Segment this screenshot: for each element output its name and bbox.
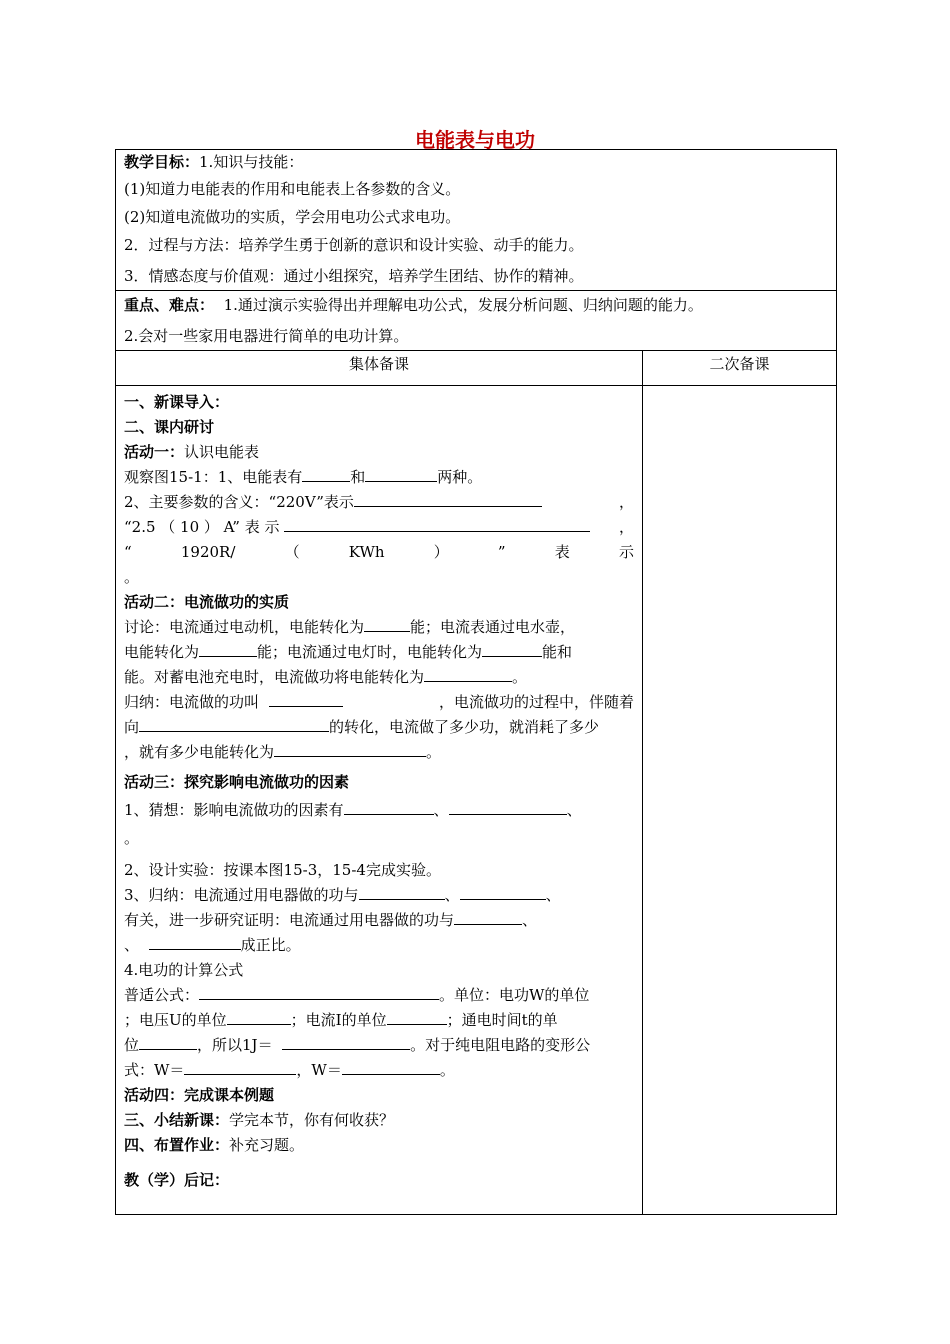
activity-3-line-3: 2、设计实验：按课本图15-3，15-4完成实验。 xyxy=(124,861,441,879)
fill-blank[interactable] xyxy=(274,741,426,757)
section-study: 二、课内研讨 xyxy=(124,418,215,436)
activity-3-line-6: 、 成正比。 xyxy=(124,936,301,954)
collective-content xyxy=(116,386,643,1215)
fill-blank[interactable] xyxy=(149,934,241,950)
fill-blank[interactable] xyxy=(302,466,350,482)
objectives-line-4: 2．过程与方法：培养学生勇于创新的意识和设计实验、动手的能力。 xyxy=(124,236,584,254)
fill-blank[interactable] xyxy=(199,984,439,1000)
fill-blank[interactable] xyxy=(460,884,546,900)
keypoints-row xyxy=(116,291,837,351)
fill-blank[interactable] xyxy=(359,884,445,900)
activity-2-line-6: ，就有多少电能转化为 。 xyxy=(124,743,442,761)
secondary-content[interactable] xyxy=(643,386,837,1215)
activity-3-heading: 活动三：探究影响电流做功的因素 xyxy=(124,773,350,791)
activity-2-line-3: 能。对蓄电池充电时，电流做功将电能转化为 。 xyxy=(124,668,528,686)
objectives-label: 教学目标： xyxy=(124,153,200,171)
fill-blank[interactable] xyxy=(482,641,542,657)
column-header-row xyxy=(116,351,837,386)
fill-blank[interactable] xyxy=(387,1009,447,1025)
activity-3-line-5: 有关，进一步研究证明：电流通过用电器做的功与 、 xyxy=(124,911,538,929)
keypoints-label: 重点、难点： xyxy=(124,296,215,314)
objectives-line-2: (1)知道力电能表的作用和电能表上各参数的含义。 xyxy=(124,180,461,198)
activity-2-line-1: 讨论：电流通过电动机，电能转化为 能；电流表通过电水壶， xyxy=(124,618,576,636)
activity-4-heading: 活动四：完成课本例题 xyxy=(124,1086,275,1104)
objectives-line-3: (2)知道电流做功的实质，学会用电功公式求电功。 xyxy=(124,208,461,226)
keypoints-line-1: 重点、难点： 1.通过演示实验得出并理解电功公式，发展分析问题、归纳问题的能力。 xyxy=(124,296,703,314)
formula-line-4: 式：W＝ ，W＝ 。 xyxy=(124,1061,455,1079)
activity-3-line-2: 。 xyxy=(124,829,140,847)
activity-1-q4: “ 1920R/ （ KWh ） ” 表 示 xyxy=(124,543,634,561)
activity-2-line-4: 归纳：电流做的功叫 ，电流做功的过程中，伴随着 xyxy=(124,693,634,711)
section-homework: 四、布置作业：补充习题。 xyxy=(124,1136,305,1154)
fill-blank[interactable] xyxy=(449,799,567,815)
page-title: 电能表与电功 xyxy=(415,128,535,152)
fill-blank[interactable] xyxy=(354,491,542,507)
activity-2-line-2: 电能转化为 能；电流通过电灯时，电能转化为 能和 xyxy=(124,643,573,661)
fill-blank[interactable] xyxy=(227,1009,291,1025)
activity-1-q2: 2、主要参数的含义：“220V”表示 ， xyxy=(124,493,634,511)
fill-blank[interactable] xyxy=(184,1059,296,1075)
keypoints-line-2: 2.会对一些家用电器进行简单的电功计算。 xyxy=(124,327,409,345)
activity-1-q1: 观察图15-1：1、电能表有 和 两种。 xyxy=(124,468,483,486)
formula-title: 4.电功的计算公式 xyxy=(124,961,244,979)
activity-1-q3: “2.5 （ 10 ） A” 表 示 ， xyxy=(124,518,634,536)
formula-line-2: ；电压U的单位 ；电流I的单位 ；通电时间t的单 xyxy=(124,1011,558,1029)
fill-blank[interactable] xyxy=(424,666,512,682)
fill-blank[interactable] xyxy=(139,1034,197,1050)
objectives-row xyxy=(116,150,837,291)
content-row xyxy=(116,386,837,1215)
activity-3-line-4: 3、归纳：电流通过用电器做的功与 、 、 xyxy=(124,886,561,904)
col-header-secondary: 二次备课 xyxy=(643,351,837,386)
formula-line-3: 位 ，所以1J＝ 。对于纯电阻电路的变形公 xyxy=(124,1036,591,1054)
fill-blank[interactable] xyxy=(365,466,437,482)
fill-blank[interactable] xyxy=(199,641,257,657)
fill-blank[interactable] xyxy=(344,799,434,815)
activity-1-heading: 活动一：认识电能表 xyxy=(124,443,260,461)
activity-2-line-5: 向 的转化，电流做了多少功，就消耗了多少 xyxy=(124,718,600,736)
lesson-plan-table xyxy=(115,149,837,1215)
activity-1-q4-end: 。 xyxy=(124,568,140,586)
activity-3-line-1: 1、猜想：影响电流做功的因素有 、 、 xyxy=(124,801,582,819)
objectives-line-5: 3．情感态度与价值观：通过小组探究，培养学生团结、协作的精神。 xyxy=(124,267,584,285)
fill-blank[interactable] xyxy=(282,1034,410,1050)
activity-2-heading: 活动二：电流做功的实质 xyxy=(124,593,290,611)
col-header-collective: 集体备课 xyxy=(116,351,643,386)
section-summary: 三、小结新课：学完本节，你有何收获？ xyxy=(124,1111,395,1129)
fill-blank[interactable] xyxy=(139,716,329,732)
fill-blank[interactable] xyxy=(364,616,410,632)
fill-blank[interactable] xyxy=(269,691,343,707)
fill-blank[interactable] xyxy=(342,1059,440,1075)
fill-blank[interactable] xyxy=(284,516,590,532)
formula-line-1: 普适公式： 。单位：电功W的单位 xyxy=(124,986,590,1004)
fill-blank[interactable] xyxy=(454,909,522,925)
objectives-line-1: 教学目标：1.知识与技能： xyxy=(124,153,304,171)
section-intro: 一、新课导入： xyxy=(124,393,230,411)
afterword-label: 教（学）后记： xyxy=(124,1171,230,1189)
